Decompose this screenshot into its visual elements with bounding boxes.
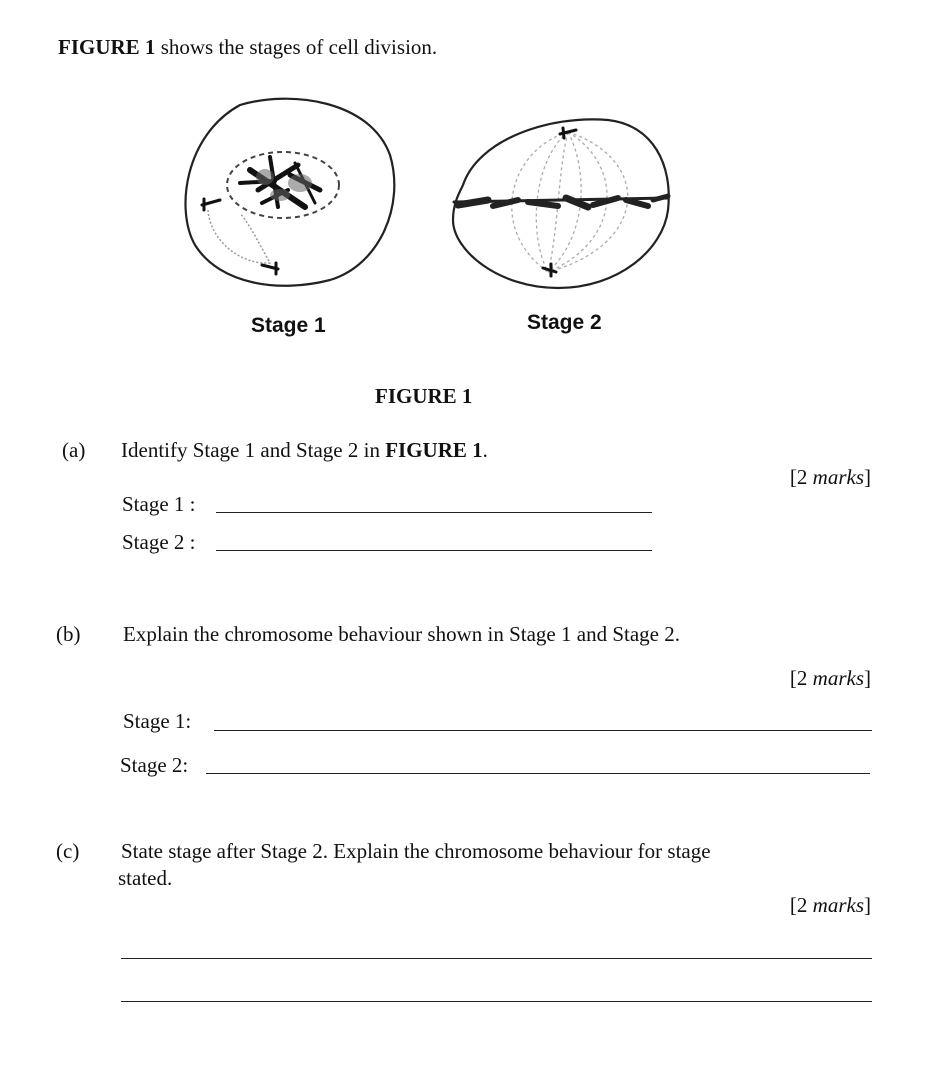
question-c-answer2-line[interactable] — [121, 1001, 872, 1002]
question-c-text-line1: State stage after Stage 2. Explain the chromosome behaviour for stage — [121, 839, 711, 863]
question-c-marks-word: marks — [812, 893, 864, 917]
question-b-marks-number: [2 — [789, 666, 813, 690]
question-a-answer1-line[interactable] — [216, 512, 652, 513]
question-b-marks-word: marks — [812, 666, 864, 690]
question-c-text-line2: stated. — [118, 866, 173, 890]
question-a-answer2-label: Stage 2 : — [122, 530, 196, 554]
figure-caption: FIGURE 1 — [375, 384, 473, 408]
question-a-text-start: Identify Stage 1 and Stage 2 in — [121, 438, 386, 462]
question-c-label: (c) — [56, 839, 80, 863]
question-b-marks — [790, 666, 871, 691]
intro-text: shows the stages of cell division. — [155, 35, 438, 59]
question-a-marks-number: [2 — [789, 465, 813, 489]
question-b-answer2-label: Stage 2: — [120, 753, 189, 777]
question-a-label: (a) — [62, 438, 86, 462]
question-b-answer1-line[interactable] — [214, 730, 872, 731]
stage2-label: Stage 2 — [527, 311, 602, 334]
question-a-answer2-line[interactable] — [216, 550, 652, 551]
question-b-marks-close: ] — [864, 666, 871, 690]
question-c-answer1-line[interactable] — [121, 958, 872, 959]
stage1-centrioles — [202, 199, 278, 274]
stage1-cell-membrane — [185, 99, 394, 286]
question-a-marks-word: marks — [812, 465, 864, 489]
question-a-figure-ref: FIGURE 1 — [385, 438, 483, 462]
question-a-marks — [790, 465, 871, 490]
question-c-marks — [790, 893, 871, 918]
intro-sentence — [58, 35, 437, 60]
question-a-answer1-label: Stage 1 : — [122, 492, 196, 516]
question-a-marks-close: ] — [864, 465, 871, 489]
stage2-metaphase-plate-chromosomes — [454, 196, 668, 207]
question-b-answer2-line[interactable] — [206, 773, 870, 774]
question-a-text-end: . — [482, 438, 488, 462]
stage1-spindle-fibres — [208, 210, 270, 263]
question-b-label: (b) — [56, 622, 81, 646]
question-c-marks-number: [2 — [789, 893, 813, 917]
stage1-label: Stage 1 — [251, 314, 326, 337]
question-b-answer1-label: Stage 1: — [123, 709, 192, 733]
stage1-cell-illustration — [180, 95, 400, 295]
question-a-text — [121, 438, 488, 463]
question-b-text: Explain the chromosome behaviour shown in Stage 1 and Stage 2. — [123, 622, 680, 646]
stage1-nuclear-envelope — [227, 152, 339, 218]
stage2-cell-illustration — [448, 110, 678, 300]
question-c-marks-close: ] — [864, 893, 871, 917]
figure-reference: FIGURE 1 — [58, 35, 156, 59]
